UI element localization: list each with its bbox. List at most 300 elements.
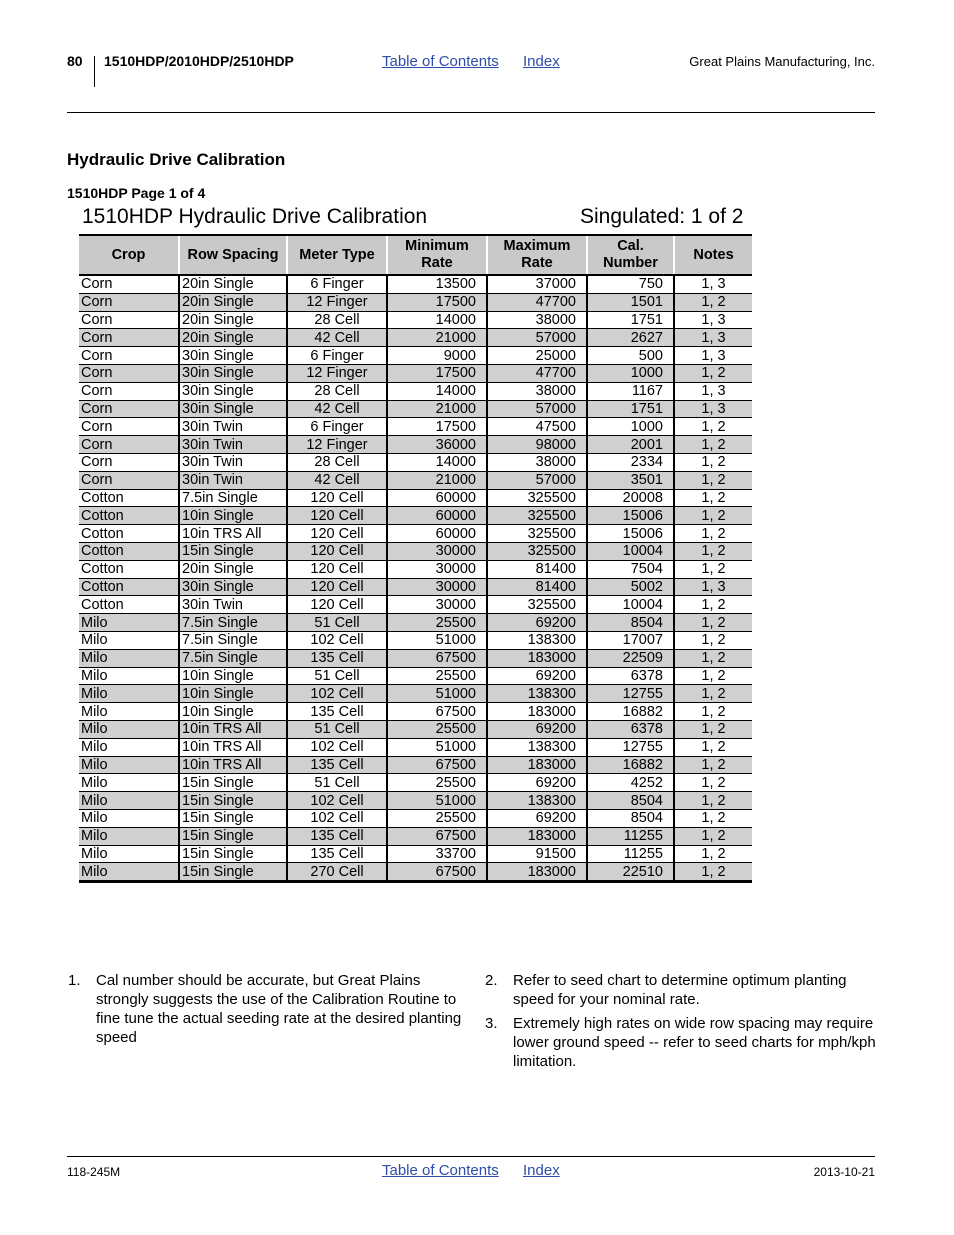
cell-row-spacing: 20in Single: [179, 329, 287, 347]
cell-minimum-rate: 30000: [387, 596, 487, 614]
cell-cal-number: 16882: [587, 756, 674, 774]
column-header-cal-number: Cal. Number: [587, 235, 674, 275]
cell-notes: 1, 2: [674, 649, 752, 667]
cell-crop: Milo: [79, 667, 179, 685]
cell-minimum-rate: 14000: [387, 453, 487, 471]
model-title: 1510HDP/2010HDP/2510HDP: [104, 53, 294, 69]
table-row: [79, 453, 752, 471]
cell-meter-type: 12 Finger: [287, 436, 387, 454]
cell-row-spacing: 30in Single: [179, 364, 287, 382]
cell-row-spacing: 10in Single: [179, 703, 287, 721]
cell-row-spacing: 30in Twin: [179, 471, 287, 489]
cell-row-spacing: 10in Single: [179, 667, 287, 685]
cell-cal-number: 11255: [587, 845, 674, 863]
cell-cal-number: 1501: [587, 293, 674, 311]
cell-cal-number: 15006: [587, 525, 674, 543]
table-row: [79, 863, 752, 882]
cell-minimum-rate: 30000: [387, 542, 487, 560]
cell-crop: Corn: [79, 329, 179, 347]
cell-maximum-rate: 98000: [487, 436, 587, 454]
cell-row-spacing: 20in Single: [179, 293, 287, 311]
cell-cal-number: 2627: [587, 329, 674, 347]
footer-toc-link[interactable]: Table of Contents: [382, 1162, 499, 1179]
cell-cal-number: 11255: [587, 827, 674, 845]
column-header-maximum-rate: Maximum Rate: [487, 235, 587, 275]
cell-notes: 1, 2: [674, 809, 752, 827]
cell-meter-type: 42 Cell: [287, 400, 387, 418]
cell-notes: 1, 2: [674, 418, 752, 436]
cell-maximum-rate: 57000: [487, 329, 587, 347]
cell-maximum-rate: 38000: [487, 382, 587, 400]
cell-cal-number: 5002: [587, 578, 674, 596]
cell-maximum-rate: 69200: [487, 774, 587, 792]
cell-row-spacing: 7.5in Single: [179, 614, 287, 632]
table-row: [79, 578, 752, 596]
cell-row-spacing: 15in Single: [179, 845, 287, 863]
cell-minimum-rate: 25500: [387, 614, 487, 632]
cell-meter-type: 102 Cell: [287, 685, 387, 703]
cell-maximum-rate: 47700: [487, 293, 587, 311]
cell-meter-type: 102 Cell: [287, 738, 387, 756]
cell-row-spacing: 20in Single: [179, 311, 287, 329]
table-row: [79, 525, 752, 543]
cell-minimum-rate: 51000: [387, 631, 487, 649]
table-row: [79, 507, 752, 525]
table-row: [79, 667, 752, 685]
cell-minimum-rate: 25500: [387, 809, 487, 827]
cell-meter-type: 42 Cell: [287, 471, 387, 489]
cell-cal-number: 6378: [587, 667, 674, 685]
cell-notes: 1, 2: [674, 560, 752, 578]
header-toc-link[interactable]: Table of Contents: [382, 53, 499, 70]
cell-row-spacing: 15in Single: [179, 792, 287, 810]
cell-minimum-rate: 25500: [387, 774, 487, 792]
cell-crop: Milo: [79, 720, 179, 738]
cell-crop: Cotton: [79, 542, 179, 560]
cell-crop: Cotton: [79, 596, 179, 614]
note-number: 1.: [68, 972, 81, 989]
note-text: Cal number should be accurate, but Great Plains strongly suggests the use of the Calibration Routine to fine tune the actual seeding rate at the desired planting speed: [96, 972, 462, 1046]
cell-row-spacing: 10in TRS All: [179, 525, 287, 543]
cell-notes: 1, 2: [674, 792, 752, 810]
cell-maximum-rate: 38000: [487, 453, 587, 471]
cell-row-spacing: 20in Single: [179, 560, 287, 578]
cell-maximum-rate: 138300: [487, 685, 587, 703]
cell-maximum-rate: 69200: [487, 809, 587, 827]
cell-row-spacing: 7.5in Single: [179, 649, 287, 667]
cell-crop: Milo: [79, 809, 179, 827]
cell-notes: 1, 3: [674, 578, 752, 596]
cell-minimum-rate: 14000: [387, 382, 487, 400]
cell-crop: Corn: [79, 382, 179, 400]
cell-crop: Milo: [79, 738, 179, 756]
cell-notes: 1, 2: [674, 364, 752, 382]
cell-notes: 1, 2: [674, 685, 752, 703]
cell-minimum-rate: 51000: [387, 685, 487, 703]
cell-row-spacing: 30in Single: [179, 382, 287, 400]
note-number: 3.: [485, 1015, 498, 1032]
cell-meter-type: 28 Cell: [287, 382, 387, 400]
cell-meter-type: 12 Finger: [287, 293, 387, 311]
cell-row-spacing: 30in Twin: [179, 436, 287, 454]
column-header-notes: Notes: [674, 235, 752, 275]
cell-maximum-rate: 47500: [487, 418, 587, 436]
cell-cal-number: 20008: [587, 489, 674, 507]
cell-notes: 1, 2: [674, 507, 752, 525]
cell-notes: 1, 3: [674, 382, 752, 400]
table-row: [79, 418, 752, 436]
cell-notes: 1, 2: [674, 667, 752, 685]
cell-notes: 1, 3: [674, 329, 752, 347]
cell-crop: Corn: [79, 275, 179, 293]
cell-row-spacing: 30in Single: [179, 347, 287, 365]
cell-row-spacing: 10in TRS All: [179, 720, 287, 738]
cell-maximum-rate: 81400: [487, 578, 587, 596]
cell-maximum-rate: 57000: [487, 471, 587, 489]
table-row: [79, 827, 752, 845]
cell-row-spacing: 20in Single: [179, 275, 287, 293]
cell-crop: Cotton: [79, 489, 179, 507]
cell-cal-number: 2334: [587, 453, 674, 471]
cell-crop: Milo: [79, 649, 179, 667]
cell-minimum-rate: 36000: [387, 436, 487, 454]
cell-notes: 1, 3: [674, 311, 752, 329]
cell-meter-type: 28 Cell: [287, 311, 387, 329]
cell-maximum-rate: 25000: [487, 347, 587, 365]
cell-minimum-rate: 14000: [387, 311, 487, 329]
cell-row-spacing: 15in Single: [179, 809, 287, 827]
cell-maximum-rate: 57000: [487, 400, 587, 418]
cell-meter-type: 135 Cell: [287, 649, 387, 667]
cell-cal-number: 15006: [587, 507, 674, 525]
cell-maximum-rate: 183000: [487, 649, 587, 667]
cell-maximum-rate: 183000: [487, 703, 587, 721]
section-title: Hydraulic Drive Calibration: [67, 150, 286, 169]
cell-row-spacing: 30in Single: [179, 578, 287, 596]
table-row: [79, 614, 752, 632]
document-number: 118-245M: [67, 1165, 121, 1179]
cell-crop: Milo: [79, 703, 179, 721]
cell-minimum-rate: 21000: [387, 400, 487, 418]
cell-cal-number: 1751: [587, 311, 674, 329]
cell-notes: 1, 2: [674, 774, 752, 792]
document-date: 2013-10-21: [813, 1165, 875, 1179]
cell-cal-number: 1167: [587, 382, 674, 400]
cell-cal-number: 4252: [587, 774, 674, 792]
cell-cal-number: 1751: [587, 400, 674, 418]
cell-maximum-rate: 38000: [487, 311, 587, 329]
cell-maximum-rate: 69200: [487, 614, 587, 632]
column-header-meter-type: Meter Type: [287, 235, 387, 275]
cell-meter-type: 102 Cell: [287, 792, 387, 810]
cell-maximum-rate: 81400: [487, 560, 587, 578]
cell-row-spacing: 15in Single: [179, 863, 287, 882]
cell-maximum-rate: 183000: [487, 863, 587, 882]
table-row: [79, 311, 752, 329]
cell-maximum-rate: 138300: [487, 631, 587, 649]
cell-notes: 1, 2: [674, 720, 752, 738]
sub-title: 1510HDP Page 1 of 4: [67, 185, 206, 201]
cell-crop: Corn: [79, 471, 179, 489]
cell-crop: Corn: [79, 436, 179, 454]
table-row: [79, 347, 752, 365]
cell-crop: Milo: [79, 863, 179, 882]
cell-row-spacing: 30in Twin: [179, 453, 287, 471]
cell-notes: 1, 2: [674, 703, 752, 721]
header-divider: [94, 56, 95, 87]
table-subtitle: Singulated: 1 of 2: [580, 205, 744, 228]
cell-cal-number: 8504: [587, 792, 674, 810]
cell-cal-number: 750: [587, 275, 674, 293]
cell-meter-type: 28 Cell: [287, 453, 387, 471]
cell-notes: 1, 2: [674, 542, 752, 560]
cell-row-spacing: 10in Single: [179, 685, 287, 703]
cell-minimum-rate: 67500: [387, 703, 487, 721]
cell-notes: 1, 2: [674, 845, 752, 863]
cell-meter-type: 120 Cell: [287, 560, 387, 578]
cell-maximum-rate: 138300: [487, 792, 587, 810]
table-row: [79, 489, 752, 507]
cell-minimum-rate: 51000: [387, 738, 487, 756]
table-row: [79, 774, 752, 792]
table-row: [79, 649, 752, 667]
column-header-crop: Crop: [79, 235, 179, 275]
cell-maximum-rate: 138300: [487, 738, 587, 756]
cell-minimum-rate: 30000: [387, 578, 487, 596]
cell-crop: Milo: [79, 827, 179, 845]
cell-crop: Cotton: [79, 578, 179, 596]
cell-notes: 1, 2: [674, 525, 752, 543]
cell-maximum-rate: 91500: [487, 845, 587, 863]
cell-meter-type: 135 Cell: [287, 756, 387, 774]
cell-crop: Cotton: [79, 560, 179, 578]
table-row: [79, 471, 752, 489]
cell-maximum-rate: 183000: [487, 756, 587, 774]
table-row: [79, 293, 752, 311]
cell-notes: 1, 2: [674, 471, 752, 489]
column-header-row-spacing: Row Spacing: [179, 235, 287, 275]
cell-cal-number: 8504: [587, 809, 674, 827]
cell-notes: 1, 2: [674, 738, 752, 756]
column-header-minimum-rate: Minimum Rate: [387, 235, 487, 275]
cell-notes: 1, 2: [674, 631, 752, 649]
cell-cal-number: 3501: [587, 471, 674, 489]
cell-minimum-rate: 21000: [387, 329, 487, 347]
cell-minimum-rate: 30000: [387, 560, 487, 578]
cell-notes: 1, 2: [674, 489, 752, 507]
cell-row-spacing: 7.5in Single: [179, 631, 287, 649]
cell-meter-type: 12 Finger: [287, 364, 387, 382]
table-row: [79, 400, 752, 418]
table-row: [79, 703, 752, 721]
cell-notes: 1, 2: [674, 293, 752, 311]
cell-notes: 1, 2: [674, 453, 752, 471]
page-number: 80: [67, 53, 83, 69]
cell-cal-number: 1000: [587, 364, 674, 382]
cell-meter-type: 120 Cell: [287, 489, 387, 507]
cell-maximum-rate: 325500: [487, 542, 587, 560]
cell-maximum-rate: 37000: [487, 275, 587, 293]
cell-minimum-rate: 60000: [387, 507, 487, 525]
company-name: Great Plains Manufacturing, Inc.: [689, 54, 875, 69]
cell-minimum-rate: 25500: [387, 667, 487, 685]
table-row: [79, 364, 752, 382]
cell-cal-number: 7504: [587, 560, 674, 578]
table-row: [79, 329, 752, 347]
cell-maximum-rate: 69200: [487, 720, 587, 738]
cell-notes: 1, 3: [674, 400, 752, 418]
cell-crop: Corn: [79, 347, 179, 365]
cell-meter-type: 51 Cell: [287, 614, 387, 632]
table-header-row: [79, 235, 752, 275]
cell-cal-number: 22510: [587, 863, 674, 882]
cell-crop: Cotton: [79, 525, 179, 543]
cell-meter-type: 135 Cell: [287, 827, 387, 845]
cell-meter-type: 120 Cell: [287, 578, 387, 596]
note-text: Extremely high rates on wide row spacing may require lower ground speed -- refer to seed charts for mph/kph limitation.: [513, 1015, 876, 1070]
cell-cal-number: 17007: [587, 631, 674, 649]
cell-row-spacing: 30in Twin: [179, 596, 287, 614]
cell-row-spacing: 30in Single: [179, 400, 287, 418]
cell-minimum-rate: 25500: [387, 720, 487, 738]
cell-cal-number: 1000: [587, 418, 674, 436]
cell-crop: Milo: [79, 614, 179, 632]
header-rule: [67, 112, 875, 113]
cell-notes: 1, 2: [674, 614, 752, 632]
cell-minimum-rate: 67500: [387, 863, 487, 882]
cell-cal-number: 12755: [587, 738, 674, 756]
cell-meter-type: 6 Finger: [287, 418, 387, 436]
cell-maximum-rate: 325500: [487, 507, 587, 525]
cell-cal-number: 10004: [587, 542, 674, 560]
cell-row-spacing: 15in Single: [179, 542, 287, 560]
cell-meter-type: 51 Cell: [287, 720, 387, 738]
table-body: [79, 275, 752, 882]
cell-crop: Corn: [79, 364, 179, 382]
cell-meter-type: 6 Finger: [287, 347, 387, 365]
cell-maximum-rate: 325500: [487, 489, 587, 507]
cell-cal-number: 8504: [587, 614, 674, 632]
cell-crop: Milo: [79, 845, 179, 863]
cell-row-spacing: 10in TRS All: [179, 738, 287, 756]
table-row: [79, 845, 752, 863]
cell-row-spacing: 10in Single: [179, 507, 287, 525]
table-row: [79, 382, 752, 400]
cell-minimum-rate: 60000: [387, 525, 487, 543]
cell-minimum-rate: 33700: [387, 845, 487, 863]
cell-meter-type: 102 Cell: [287, 809, 387, 827]
cell-notes: 1, 2: [674, 436, 752, 454]
cell-minimum-rate: 17500: [387, 293, 487, 311]
cell-crop: Milo: [79, 631, 179, 649]
cell-meter-type: 270 Cell: [287, 863, 387, 882]
cell-maximum-rate: 325500: [487, 525, 587, 543]
cell-meter-type: 51 Cell: [287, 667, 387, 685]
cell-crop: Corn: [79, 311, 179, 329]
table-row: [79, 792, 752, 810]
cell-row-spacing: 30in Twin: [179, 418, 287, 436]
header-index-link[interactable]: Index: [523, 53, 560, 70]
cell-minimum-rate: 67500: [387, 649, 487, 667]
calibration-table: [79, 234, 752, 883]
note-text: Refer to seed chart to determine optimum planting speed for your nominal rate.: [513, 972, 847, 1008]
cell-meter-type: 135 Cell: [287, 703, 387, 721]
cell-notes: 1, 2: [674, 827, 752, 845]
table-row: [79, 436, 752, 454]
table-row: [79, 720, 752, 738]
cell-minimum-rate: 13500: [387, 275, 487, 293]
cell-meter-type: 102 Cell: [287, 631, 387, 649]
cell-row-spacing: 7.5in Single: [179, 489, 287, 507]
cell-crop: Corn: [79, 453, 179, 471]
cell-cal-number: 2001: [587, 436, 674, 454]
cell-row-spacing: 15in Single: [179, 827, 287, 845]
cell-minimum-rate: 60000: [387, 489, 487, 507]
cell-notes: 1, 2: [674, 596, 752, 614]
cell-notes: 1, 3: [674, 275, 752, 293]
cell-crop: Milo: [79, 792, 179, 810]
cell-maximum-rate: 47700: [487, 364, 587, 382]
cell-minimum-rate: 67500: [387, 827, 487, 845]
table-row: [79, 542, 752, 560]
cell-crop: Milo: [79, 685, 179, 703]
cell-crop: Cotton: [79, 507, 179, 525]
table-row: [79, 756, 752, 774]
cell-meter-type: 120 Cell: [287, 507, 387, 525]
cell-cal-number: 16882: [587, 703, 674, 721]
footer-rule: [67, 1156, 875, 1157]
note-number: 2.: [485, 972, 498, 989]
cell-crop: Milo: [79, 756, 179, 774]
cell-meter-type: 120 Cell: [287, 525, 387, 543]
cell-cal-number: 10004: [587, 596, 674, 614]
table-row: [79, 596, 752, 614]
table-row: [79, 631, 752, 649]
cell-crop: Corn: [79, 418, 179, 436]
cell-minimum-rate: 17500: [387, 418, 487, 436]
table-row: [79, 560, 752, 578]
cell-cal-number: 6378: [587, 720, 674, 738]
table-title: 1510HDP Hydraulic Drive Calibration: [82, 205, 428, 228]
cell-crop: Milo: [79, 774, 179, 792]
cell-meter-type: 51 Cell: [287, 774, 387, 792]
cell-minimum-rate: 21000: [387, 471, 487, 489]
cell-minimum-rate: 17500: [387, 364, 487, 382]
cell-cal-number: 22509: [587, 649, 674, 667]
cell-cal-number: 500: [587, 347, 674, 365]
cell-meter-type: 135 Cell: [287, 845, 387, 863]
table-row: [79, 275, 752, 293]
cell-maximum-rate: 325500: [487, 596, 587, 614]
table-row: [79, 809, 752, 827]
cell-minimum-rate: 67500: [387, 756, 487, 774]
table-row: [79, 685, 752, 703]
cell-maximum-rate: 183000: [487, 827, 587, 845]
cell-minimum-rate: 9000: [387, 347, 487, 365]
cell-crop: Corn: [79, 293, 179, 311]
cell-meter-type: 42 Cell: [287, 329, 387, 347]
footer-index-link[interactable]: Index: [523, 1162, 560, 1179]
table-row: [79, 738, 752, 756]
cell-notes: 1, 2: [674, 863, 752, 882]
cell-maximum-rate: 69200: [487, 667, 587, 685]
cell-cal-number: 12755: [587, 685, 674, 703]
cell-meter-type: 120 Cell: [287, 596, 387, 614]
cell-meter-type: 120 Cell: [287, 542, 387, 560]
cell-crop: Corn: [79, 400, 179, 418]
cell-notes: 1, 3: [674, 347, 752, 365]
cell-minimum-rate: 51000: [387, 792, 487, 810]
